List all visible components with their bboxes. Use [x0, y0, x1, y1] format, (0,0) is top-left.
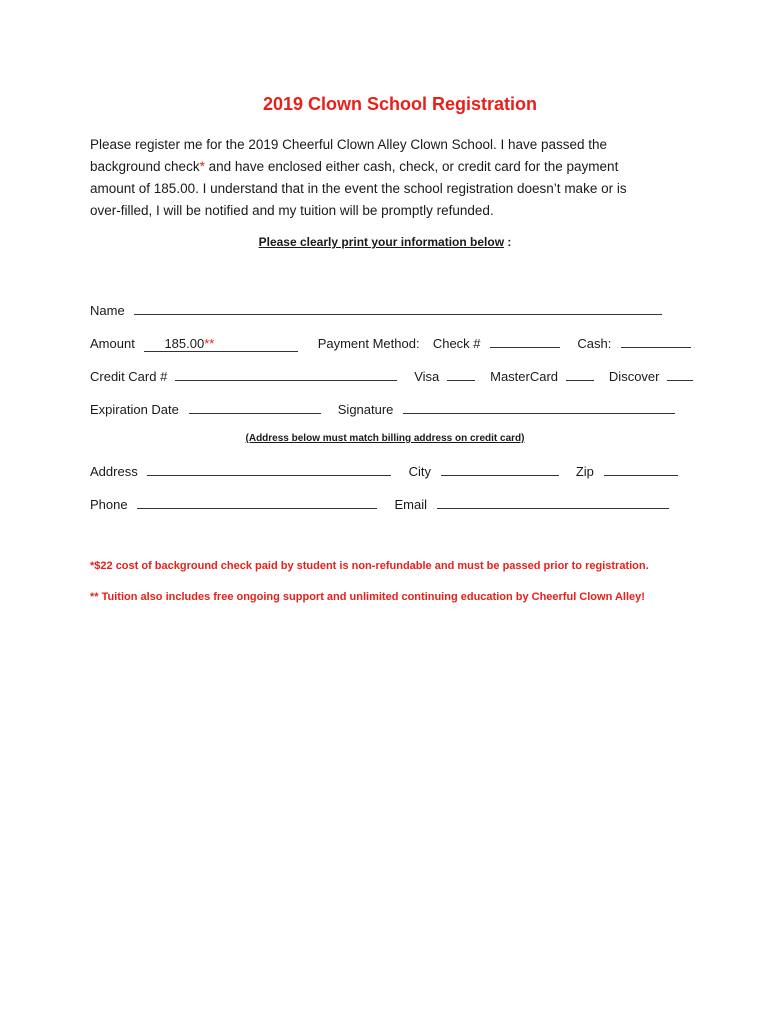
city-label: City	[408, 464, 431, 479]
instruction-text: Please clearly print your information below	[258, 235, 505, 249]
email-field[interactable]	[437, 495, 669, 509]
zip-field[interactable]	[604, 462, 678, 476]
city-field[interactable]	[441, 462, 559, 476]
name-field[interactable]	[134, 301, 662, 315]
amount-row	[90, 334, 691, 352]
signature-label: Signature	[337, 402, 394, 417]
page-title: 2019 Clown School Registration	[262, 94, 538, 114]
intro-line-1: Please register me for the 2019 Cheerful Clown Alley Clown School. I have passed the	[90, 137, 608, 152]
footnote-tuition: ** Tuition also includes free ongoing support and unlimited continuing education by Cheerful Clown Alley!	[90, 591, 645, 603]
print-instruction	[0, 235, 770, 249]
credit-card-row	[90, 367, 693, 384]
name-label: Name	[90, 303, 125, 318]
payment-method-label: Payment Method:	[317, 336, 420, 351]
amount-value: 185.00	[164, 336, 205, 351]
phone-email-row	[90, 495, 669, 512]
address-field[interactable]	[147, 462, 391, 476]
address-note: (Address below must match billing address on credit card)	[245, 433, 525, 444]
name-row	[90, 301, 662, 318]
amount-stars: **	[204, 336, 215, 351]
phone-label: Phone	[90, 497, 128, 512]
intro-line-2-start: background check	[90, 159, 200, 174]
cash-label: Cash:	[577, 336, 612, 351]
address-label: Address	[90, 464, 138, 479]
credit-card-label: Credit Card #	[90, 369, 168, 384]
footnote-star: *	[199, 159, 205, 174]
intro-line-4: over-filled, I will be notified and my tuition will be promptly refunded.	[90, 203, 494, 218]
expiration-label: Expiration Date	[90, 402, 179, 417]
check-label: Check #	[432, 336, 481, 351]
discover-label: Discover	[608, 369, 660, 384]
mastercard-field[interactable]	[566, 367, 594, 381]
zip-label: Zip	[575, 464, 594, 479]
mastercard-label: MasterCard	[490, 369, 559, 384]
intro-line-2	[90, 156, 670, 178]
amount-field[interactable]	[144, 336, 298, 352]
cash-field[interactable]	[621, 334, 691, 348]
check-number-field[interactable]	[490, 334, 560, 348]
phone-field[interactable]	[137, 495, 377, 509]
expiration-date-field[interactable]	[189, 400, 321, 414]
footnote-background-check: *$22 cost of background check paid by student is non-refundable and must be passed prior to registration.	[90, 560, 649, 572]
intro-line-3: amount of 185.00. I understand that in the event the school registration doesn’t make or is	[90, 181, 627, 196]
signature-field[interactable]	[403, 400, 675, 414]
email-label: Email	[394, 497, 427, 512]
intro-line-2-end: and have enclosed either cash, check, or credit card for the payment	[204, 159, 619, 174]
instruction-colon: :	[504, 235, 512, 249]
amount-label: Amount	[90, 336, 135, 351]
visa-field[interactable]	[447, 367, 475, 381]
expiration-signature-row	[90, 400, 675, 417]
address-row	[90, 462, 678, 479]
visa-label: Visa	[414, 369, 440, 384]
intro-paragraph	[90, 134, 670, 222]
discover-field[interactable]	[667, 367, 693, 381]
credit-card-number-field[interactable]	[175, 367, 397, 381]
